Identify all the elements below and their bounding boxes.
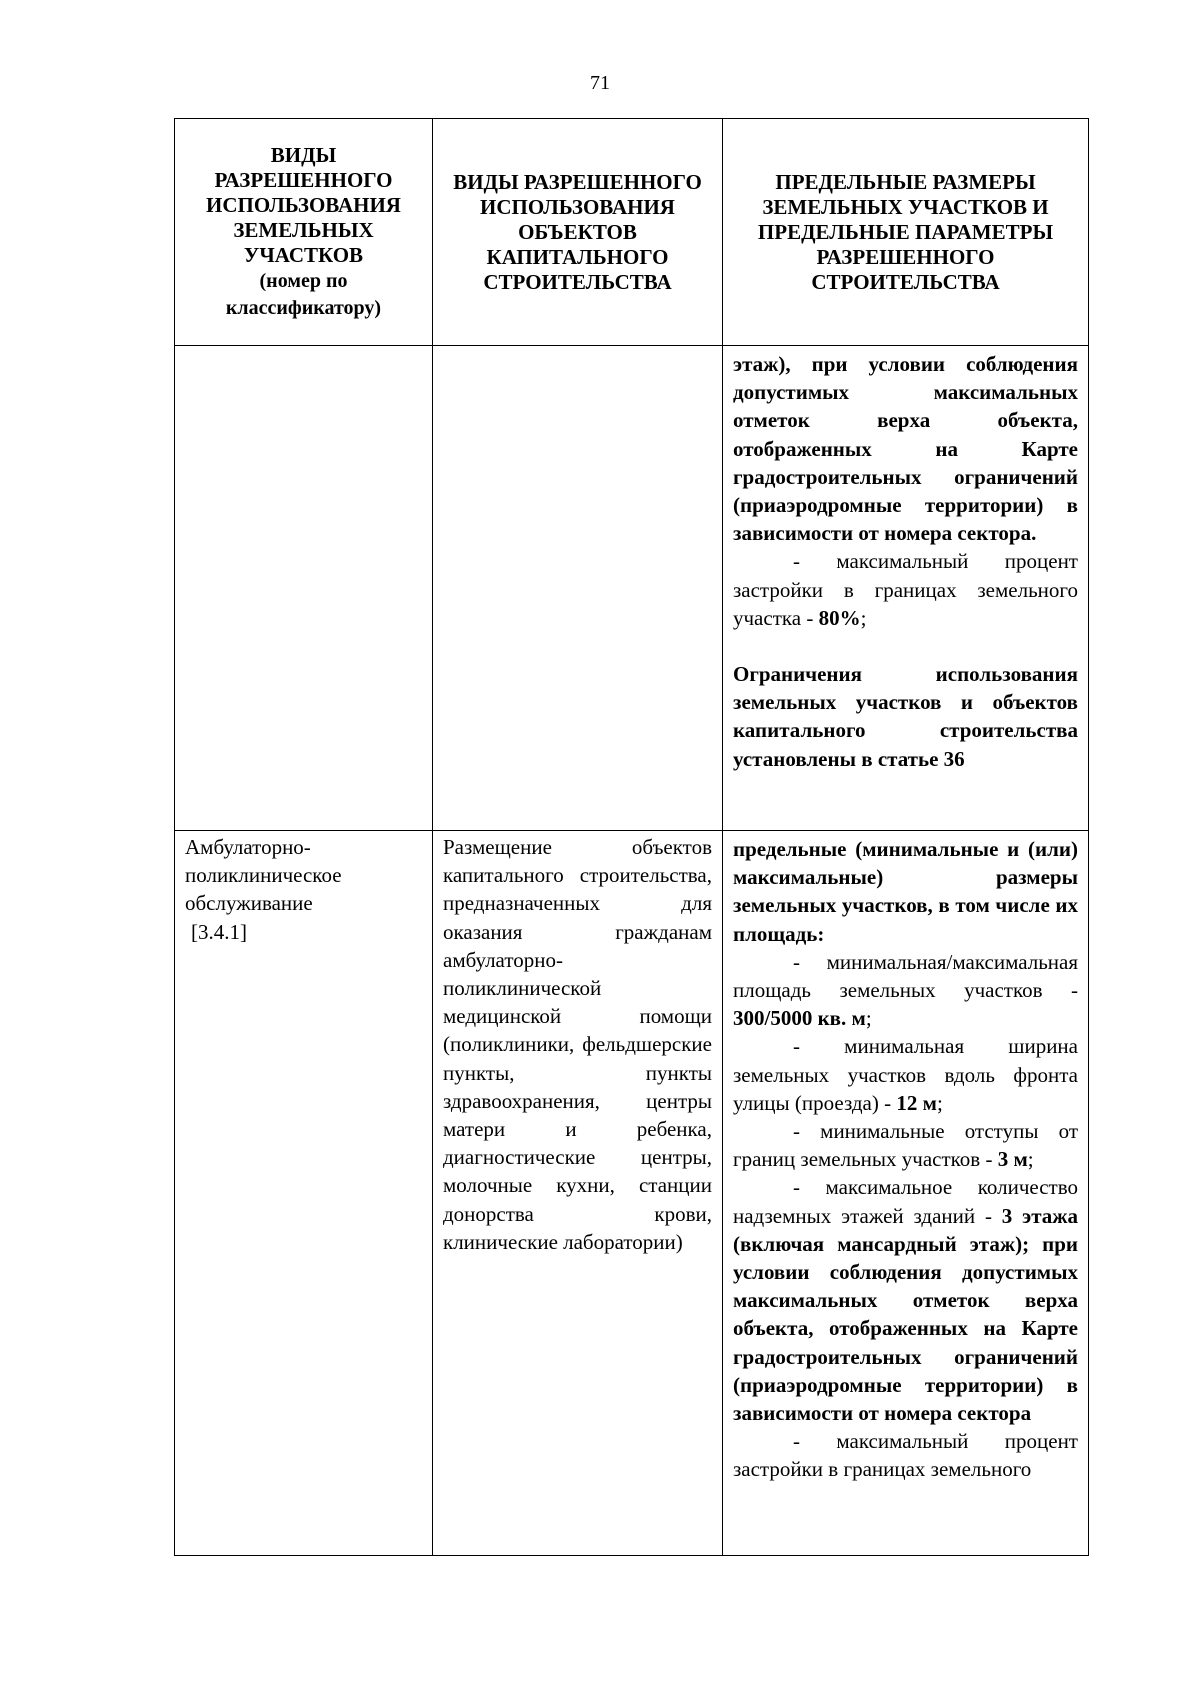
table-row [175, 831, 1089, 1556]
row2-coverage-item: - максимальный процент застройки в границах земельного [733, 1429, 1078, 1482]
row2-col3 [723, 831, 1089, 1556]
row1-restrictions-note: Ограничения использования земельных участков и объектов капитального строительства установлены в статье 36 [733, 662, 1078, 771]
row2-width-value: 12 м [896, 1090, 937, 1115]
header-col2: ВИДЫ РАЗРЕШЕННОГО ИСПОЛЬЗОВАНИЯ ОБЪЕКТОВ КАПИТАЛЬНОГО СТРОИТЕЛЬСТВА [453, 169, 702, 294]
row1-col1 [175, 346, 433, 831]
row1-col2 [433, 346, 723, 831]
row2-land-use-name: Амбулаторно-поликлиническое обслуживание [185, 835, 342, 916]
header-col1-main: ВИДЫ РАЗРЕШЕННОГО ИСПОЛЬЗОВАНИЯ ЗЕМЕЛЬНЫХ УЧАСТКОВ [206, 142, 401, 267]
row2-col2 [433, 831, 723, 1556]
row2-classifier-code: [3.4.1] [191, 919, 247, 944]
header-land-use-types [175, 119, 433, 346]
header-limit-parameters [723, 119, 1089, 346]
header-col1-sub: (номер по классификатору) [225, 269, 382, 319]
row2-area-item: - минимальная/максимальная площадь земельных участков - 300/5000 кв. м; [733, 949, 1078, 1031]
row2-floors-item: - максимальное количество надземных этажей зданий - 3 этажа (включая мансардный этаж); при условии соблюдения допустимых максимальных отметок верха объекта, отображенных на Карте градостроительных ограничений (приаэродромные территории) в зависимости от номера сектора [733, 1175, 1078, 1426]
row2-col1 [175, 831, 433, 1556]
row1-coverage-value: 80% [818, 605, 861, 630]
land-use-table [174, 118, 1089, 1556]
row2-setback-value: 3 м [997, 1147, 1028, 1172]
row2-building-use-description: Размещение объектов капитального строительства, предназначенных для оказания гражданам амбулаторно-поликлинической медицинской помощи (поликлиники, фельдшерские пункты, пункты здравоохранения, центры матери и ребенка, диагностические центры, молочные кухни, станции донорства крови, клинические лаборатории) [443, 835, 712, 1254]
table-header-row [175, 119, 1089, 346]
header-col3: ПРЕДЕЛЬНЫЕ РАЗМЕРЫ ЗЕМЕЛЬНЫХ УЧАСТКОВ И ПРЕДЕЛЬНЫЕ ПАРАМЕТРЫ РАЗРЕШЕННОГО СТРОИТЕЛЬСТВА [757, 169, 1054, 294]
row2-width-item: - минимальная ширина земельных участков вдоль фронта улицы (проезда) - 12 м; [733, 1034, 1078, 1115]
table-row [175, 346, 1089, 831]
row1-floors-continuation: этаж), при условии соблюдения допустимых максимальных отметок верха объекта, отображенных на Карте градостроительных ограничений (приаэродромные территории) в зависимости от номера сектора. [733, 352, 1078, 546]
row1-col3 [723, 346, 1089, 831]
row2-limits-intro: предельные (минимальные и (или) максимальные) размеры земельных участков, в том числе их площадь: [733, 837, 1078, 946]
row2-floors-value: 3 этажа (включая мансардный этаж); при условии соблюдения допустимых максимальных отметок верха объекта, отображенных на Карте градостроительных ограничений (приаэродромные территории) в зависимости от номера сектора [733, 1203, 1078, 1426]
row2-area-value: 300/5000 кв. м [733, 1006, 866, 1031]
row1-coverage-item: - максимальный процент застройки в границах земельного участка - 80%; [733, 549, 1078, 630]
row2-setback-item: - минимальные отступы от границ земельных участков - 3 м; [733, 1119, 1078, 1172]
page-number: 71 [590, 72, 610, 94]
header-building-use-types [433, 119, 723, 346]
